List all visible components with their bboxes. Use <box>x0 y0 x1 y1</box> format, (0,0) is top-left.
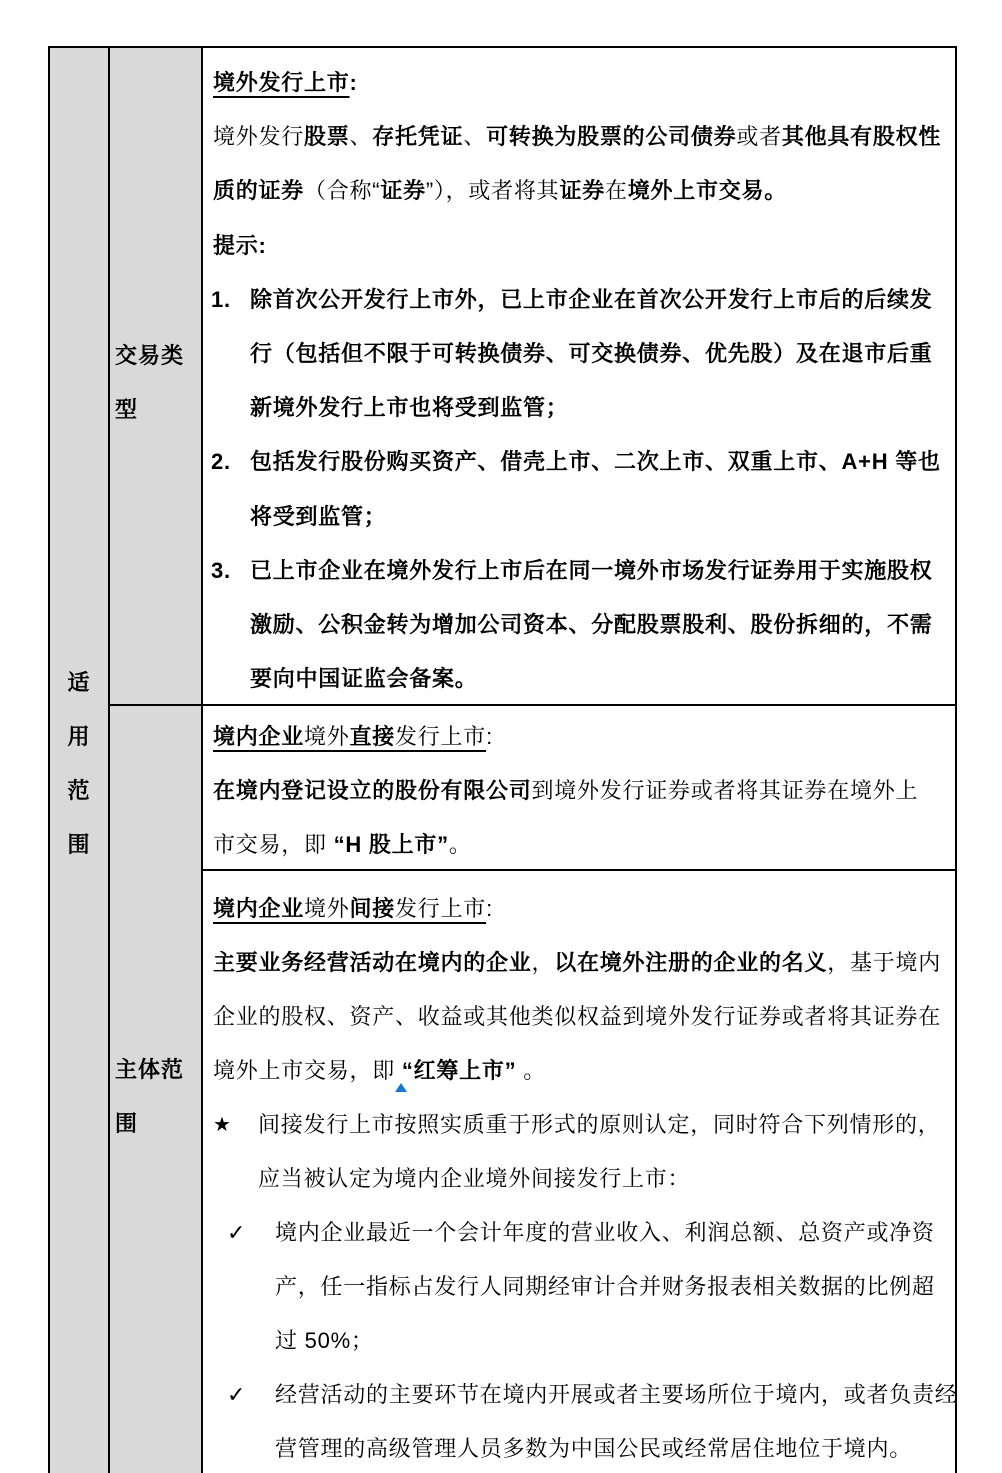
text-line <box>203 710 955 764</box>
cell-header-transaction-type <box>108 329 203 437</box>
text-line <box>203 1422 955 1473</box>
text-line <box>203 1368 958 1422</box>
text-line <box>203 381 955 435</box>
text-line <box>203 936 955 990</box>
text-line <box>203 1206 955 1260</box>
text-line <box>203 764 955 818</box>
text-line <box>203 1314 955 1368</box>
text-line <box>203 598 955 652</box>
text-line <box>203 652 955 706</box>
table-border-vertical-1 <box>108 48 110 1473</box>
text-line <box>203 435 955 489</box>
text-segment: 境外上市交易，即 <box>213 1058 402 1083</box>
text-segment: 可转换为股票的公司债券 <box>486 124 737 150</box>
text-segment: ”），或者将其 <box>425 178 560 204</box>
list-number: 1. <box>211 286 231 312</box>
text-segment: 或者 <box>736 124 782 150</box>
text-segment: 主要业务经营活动在境内的企业 <box>213 950 532 975</box>
text-segment: 将受到监管； <box>250 503 387 529</box>
text-segment: 以在境外注册的企业的名义 <box>554 950 828 975</box>
text-segment: 发行上市 <box>395 896 487 921</box>
header-text-line: 围 <box>115 1111 139 1136</box>
header-text-line: 范 <box>67 778 91 803</box>
text-line <box>203 544 955 598</box>
checkmark-icon: ✓ <box>227 1220 247 1245</box>
text-segment: 包括发行股份购买资产、借壳上市、二次上市、双重上市、A+H 等也 <box>250 449 941 475</box>
text-segment: 股票 <box>304 124 350 150</box>
text-segment: 新境外发行上市也将受到监管； <box>250 395 569 421</box>
text-segment: 激励、公积金转为增加公司资本、分配股票股利、股份拆细的，不需 <box>250 612 933 638</box>
text-line <box>203 110 955 164</box>
text-segment: 质的证券 <box>213 178 305 204</box>
text-segment: 境外 <box>304 724 350 749</box>
cell-indirect-overseas-listing <box>203 882 958 1473</box>
text-segment: 发行上市 <box>395 724 487 749</box>
text-line <box>203 273 955 327</box>
text-segment: 境外 <box>304 896 350 921</box>
text-segment: 境外上市交易。 <box>627 178 787 204</box>
text-line <box>203 164 955 218</box>
text-segment: 直接 <box>349 724 396 749</box>
text-segment: 除首次公开发行上市外，已上市企业在首次公开发行上市后的后续发 <box>250 286 933 312</box>
text-segment: 产，任一指标占发行人同期经审计合并财务报表相关数据的比例超 <box>275 1274 935 1299</box>
text-line <box>203 327 955 381</box>
text-line <box>203 219 955 273</box>
checkmark-icon: ✓ <box>227 1382 247 1407</box>
header-text-line: 围 <box>67 832 91 857</box>
text-segment: 在 <box>604 178 628 204</box>
caret-up-icon <box>395 1083 407 1092</box>
text-segment: 证券 <box>380 178 426 204</box>
text-segment: : <box>486 896 493 921</box>
text-segment: 过 50%； <box>275 1328 374 1353</box>
text-line <box>203 818 955 872</box>
text-segment: “红筹上市” <box>401 1058 517 1083</box>
star-icon: ★ <box>213 1114 232 1136</box>
text-segment: : <box>486 724 493 749</box>
text-segment: 境内企业最近一个会计年度的营业收入、利润总额、总资产或净资 <box>275 1220 935 1245</box>
cell-header-subject-scope <box>108 1043 203 1151</box>
header-text-line: 主体范 <box>115 1057 185 1082</box>
text-segment: 在境内登记设立的股份有限公司 <box>213 778 532 803</box>
text-segment: 间接发行上市按照实质重于形式的原则认定，同时符合下列情形的， <box>258 1112 941 1137</box>
text-segment: 企业的股权、资产、收益或其他类似权益到境外发行证券或者将其证券在 <box>213 1004 942 1029</box>
cell-overseas-issuance-listing <box>203 56 955 706</box>
column-shading-subheaders <box>108 48 203 1473</box>
text-segment: 、 <box>463 124 487 150</box>
text-segment: 境外发行 <box>213 124 305 150</box>
header-text-line: 交易类 <box>115 343 185 368</box>
text-segment: 行（包括但不限于可转换债券、可交换债券、优先股）及在退市后重 <box>250 341 933 367</box>
text-segment: 经营活动的主要环节在境内开展或者主要场所位于境内，或者负责经 <box>275 1382 958 1407</box>
text-segment: ， <box>531 950 555 975</box>
text-segment: 已上市企业在境外发行上市后在同一境外市场发行证券用于实施股权 <box>250 557 933 583</box>
header-text-line: 适 <box>67 670 91 695</box>
cell-direct-overseas-listing <box>203 710 955 872</box>
text-segment: 其他具有股权性 <box>781 124 942 150</box>
list-number: 3. <box>211 557 231 583</box>
text-segment: 要向中国证监会备案。 <box>250 666 478 692</box>
text-line <box>203 882 955 936</box>
text-segment: 应当被认定为境内企业境外间接发行上市： <box>258 1166 691 1191</box>
row-header-applicable-scope <box>50 656 108 872</box>
text-segment: 到境外发行证券或者将其证券在境外上 <box>531 778 919 803</box>
text-segment: 境内企业 <box>213 724 305 749</box>
text-segment: : <box>349 70 358 95</box>
text-segment: 境内企业 <box>213 896 305 921</box>
text-line <box>203 490 955 544</box>
text-segment: 间接 <box>349 896 396 921</box>
text-segment: 。 <box>448 832 472 857</box>
text-segment: （合称“ <box>304 178 381 204</box>
header-text-line: 型 <box>115 397 139 422</box>
text-segment: 、 <box>349 124 373 150</box>
applicability-scope-table <box>48 46 957 1473</box>
text-segment: 营管理的高级管理人员多数为中国公民或经常居住地位于境内。 <box>275 1436 913 1461</box>
text-segment: 市交易，即 <box>213 832 334 857</box>
text-segment: ，基于境内 <box>827 950 942 975</box>
text-line <box>203 990 955 1044</box>
text-line <box>203 1098 955 1152</box>
text-segment: 提示: <box>213 232 267 258</box>
text-segment: 证券 <box>559 178 605 204</box>
text-segment: 境外发行上市 <box>213 70 350 95</box>
text-segment: “H 股上市” <box>333 832 449 857</box>
text-segment: 。 <box>516 1058 547 1083</box>
text-line <box>203 1044 955 1098</box>
text-line <box>203 1260 955 1314</box>
text-line <box>203 1152 955 1206</box>
text-line <box>203 56 955 110</box>
header-text-line: 用 <box>67 724 91 749</box>
list-number: 2. <box>211 449 231 475</box>
text-segment: 存托凭证 <box>372 124 464 150</box>
